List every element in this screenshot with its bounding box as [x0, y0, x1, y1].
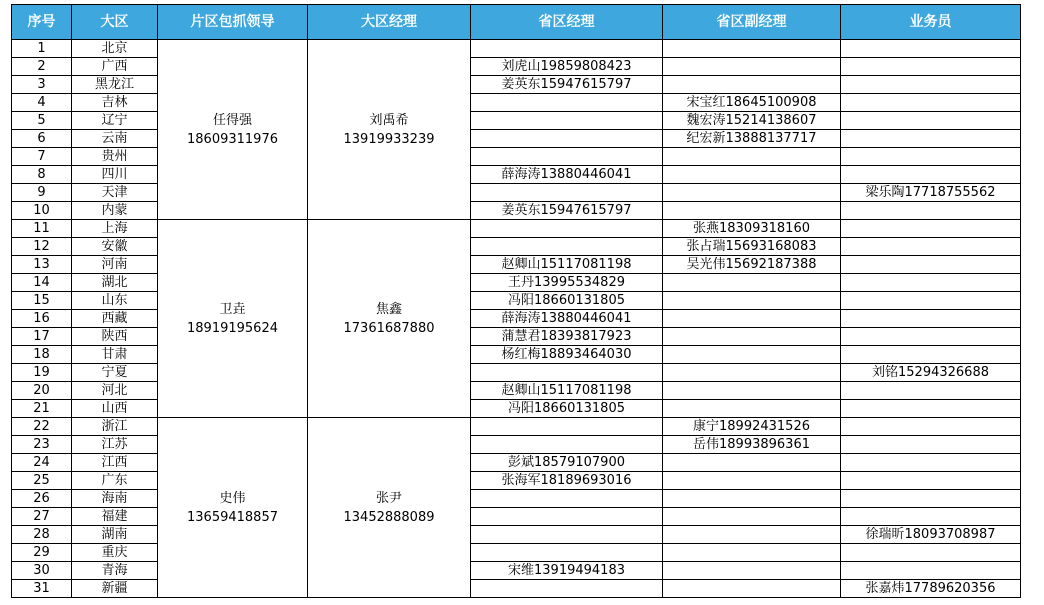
row-index-cell: 1	[12, 40, 72, 58]
header-index: 序号	[12, 5, 72, 40]
region-cell: 浙江	[72, 418, 158, 436]
area-leader-cell	[158, 40, 308, 220]
table-header	[12, 5, 1021, 40]
region-cell: 陕西	[72, 328, 158, 346]
province-deputy-cell: 纪宏新13888137717	[663, 130, 841, 148]
region-cell: 福建	[72, 508, 158, 526]
salesperson-cell	[841, 238, 1021, 256]
salesperson-cell	[841, 220, 1021, 238]
salesperson-cell	[841, 202, 1021, 220]
salesperson-cell	[841, 130, 1021, 148]
row-index-cell: 27	[12, 508, 72, 526]
salesperson-cell	[841, 508, 1021, 526]
salesperson-cell	[841, 112, 1021, 130]
province-manager-cell	[471, 364, 663, 382]
province-deputy-cell	[663, 472, 841, 490]
province-manager-cell: 冯阳18660131805	[471, 292, 663, 310]
province-deputy-cell	[663, 274, 841, 292]
province-manager-cell	[471, 436, 663, 454]
province-manager-cell	[471, 40, 663, 58]
region-manager-cell-phone: 13452888089	[343, 509, 435, 525]
province-manager-cell: 彭斌18579107900	[471, 454, 663, 472]
province-deputy-cell	[663, 400, 841, 418]
salesperson-cell	[841, 472, 1021, 490]
province-deputy-cell	[663, 40, 841, 58]
province-manager-cell	[471, 544, 663, 562]
header-row	[12, 5, 1021, 40]
row-index-cell: 15	[12, 292, 72, 310]
region-cell: 内蒙	[72, 202, 158, 220]
area-leader-cell	[158, 418, 308, 598]
area-leader-cell-phone: 18609311976	[187, 131, 278, 147]
row-index-cell: 23	[12, 436, 72, 454]
row-index-cell: 18	[12, 346, 72, 364]
region-cell: 江苏	[72, 436, 158, 454]
province-deputy-cell	[663, 490, 841, 508]
salesperson-cell	[841, 382, 1021, 400]
salesperson-cell	[841, 58, 1021, 76]
header-area-leader: 片区包抓领导	[158, 5, 308, 40]
row-index-cell: 9	[12, 184, 72, 202]
row-index-cell: 2	[12, 58, 72, 76]
region-cell: 河北	[72, 382, 158, 400]
province-manager-cell	[471, 526, 663, 544]
region-cell: 云南	[72, 130, 158, 148]
row-index-cell: 26	[12, 490, 72, 508]
region-cell: 山西	[72, 400, 158, 418]
province-deputy-cell	[663, 382, 841, 400]
region-cell: 重庆	[72, 544, 158, 562]
table-row	[12, 418, 1021, 436]
region-cell: 广东	[72, 472, 158, 490]
province-deputy-cell: 岳伟18993896361	[663, 436, 841, 454]
region-cell: 新疆	[72, 580, 158, 598]
province-deputy-cell	[663, 580, 841, 598]
province-deputy-cell	[663, 526, 841, 544]
region-cell: 贵州	[72, 148, 158, 166]
region-cell: 吉林	[72, 94, 158, 112]
province-manager-cell: 蒲慧君18393817923	[471, 328, 663, 346]
salesperson-cell	[841, 346, 1021, 364]
salesperson-cell	[841, 490, 1021, 508]
salesperson-cell	[841, 256, 1021, 274]
row-index-cell: 17	[12, 328, 72, 346]
region-cell: 山东	[72, 292, 158, 310]
province-manager-cell	[471, 220, 663, 238]
region-manager-cell-name: 刘禹希	[369, 112, 409, 128]
province-deputy-cell	[663, 292, 841, 310]
header-province-manager: 省区经理	[471, 5, 663, 40]
region-cell: 天津	[72, 184, 158, 202]
region-cell: 安徽	[72, 238, 158, 256]
region-manager-table	[11, 4, 1021, 598]
row-index-cell: 25	[12, 472, 72, 490]
salesperson-cell	[841, 292, 1021, 310]
table-body	[12, 40, 1021, 598]
province-deputy-cell	[663, 364, 841, 382]
salesperson-cell: 张嘉炜17789620356	[841, 580, 1021, 598]
province-manager-cell	[471, 94, 663, 112]
province-deputy-cell: 魏宏涛15214138607	[663, 112, 841, 130]
salesperson-cell	[841, 400, 1021, 418]
region-cell: 北京	[72, 40, 158, 58]
province-deputy-cell: 康宁18992431526	[663, 418, 841, 436]
area-leader-cell-name: 卫垚	[219, 301, 246, 317]
province-deputy-cell	[663, 58, 841, 76]
area-leader-cell-name: 史伟	[219, 490, 246, 506]
province-manager-cell	[471, 148, 663, 166]
header-region-manager: 大区经理	[308, 5, 471, 40]
province-deputy-cell	[663, 508, 841, 526]
province-manager-cell	[471, 580, 663, 598]
row-index-cell: 6	[12, 130, 72, 148]
salesperson-cell	[841, 76, 1021, 94]
province-manager-cell: 宋维13919494183	[471, 562, 663, 580]
region-cell: 湖南	[72, 526, 158, 544]
province-manager-cell: 姜英东15947615797	[471, 76, 663, 94]
province-deputy-cell	[663, 562, 841, 580]
row-index-cell: 13	[12, 256, 72, 274]
row-index-cell: 3	[12, 76, 72, 94]
province-manager-cell	[471, 418, 663, 436]
area-leader-cell-phone: 18919195624	[187, 320, 278, 336]
salesperson-cell	[841, 454, 1021, 472]
row-index-cell: 29	[12, 544, 72, 562]
region-cell: 四川	[72, 166, 158, 184]
province-deputy-cell	[663, 166, 841, 184]
salesperson-cell	[841, 562, 1021, 580]
province-manager-cell: 薛海涛13880446041	[471, 166, 663, 184]
row-index-cell: 8	[12, 166, 72, 184]
salesperson-cell	[841, 166, 1021, 184]
row-index-cell: 12	[12, 238, 72, 256]
province-deputy-cell: 宋宝红18645100908	[663, 94, 841, 112]
salesperson-cell	[841, 328, 1021, 346]
province-manager-cell	[471, 130, 663, 148]
salesperson-cell: 徐瑞昕18093708987	[841, 526, 1021, 544]
province-manager-cell: 冯阳18660131805	[471, 400, 663, 418]
region-cell: 海南	[72, 490, 158, 508]
header-province-deputy: 省区副经理	[663, 5, 841, 40]
region-manager-cell-phone: 13919933239	[343, 131, 435, 147]
region-manager-cell-name: 焦鑫	[375, 301, 402, 317]
salesperson-cell	[841, 274, 1021, 292]
province-deputy-cell: 张燕18309318160	[663, 220, 841, 238]
province-deputy-cell	[663, 202, 841, 220]
row-index-cell: 20	[12, 382, 72, 400]
salesperson-cell	[841, 40, 1021, 58]
salesperson-cell	[841, 94, 1021, 112]
salesperson-cell: 梁乐陶17718755562	[841, 184, 1021, 202]
row-index-cell: 14	[12, 274, 72, 292]
row-index-cell: 4	[12, 94, 72, 112]
area-leader-cell-phone: 13659418857	[187, 509, 278, 525]
header-salesperson: 业务员	[841, 5, 1021, 40]
salesperson-cell	[841, 436, 1021, 454]
region-manager-cell	[308, 418, 471, 598]
row-index-cell: 16	[12, 310, 72, 328]
salesperson-cell	[841, 544, 1021, 562]
region-cell: 青海	[72, 562, 158, 580]
row-index-cell: 31	[12, 580, 72, 598]
province-deputy-cell	[663, 310, 841, 328]
province-manager-cell	[471, 184, 663, 202]
region-cell: 上海	[72, 220, 158, 238]
province-deputy-cell: 张占瑞15693168083	[663, 238, 841, 256]
salesperson-cell	[841, 310, 1021, 328]
province-manager-cell: 张海军18189693016	[471, 472, 663, 490]
region-cell: 广西	[72, 58, 158, 76]
row-index-cell: 11	[12, 220, 72, 238]
province-deputy-cell	[663, 454, 841, 472]
salesperson-cell: 刘铭15294326688	[841, 364, 1021, 382]
region-cell: 黑龙江	[72, 76, 158, 94]
region-manager-cell-name: 张尹	[375, 490, 402, 506]
region-cell: 河南	[72, 256, 158, 274]
province-deputy-cell	[663, 544, 841, 562]
row-index-cell: 30	[12, 562, 72, 580]
row-index-cell: 28	[12, 526, 72, 544]
province-manager-cell: 赵卿山15117081198	[471, 382, 663, 400]
province-manager-cell	[471, 238, 663, 256]
row-index-cell: 5	[12, 112, 72, 130]
row-index-cell: 24	[12, 454, 72, 472]
province-deputy-cell	[663, 148, 841, 166]
table-row	[12, 220, 1021, 238]
region-manager-cell	[308, 40, 471, 220]
salesperson-cell	[841, 148, 1021, 166]
row-index-cell: 7	[12, 148, 72, 166]
province-deputy-cell	[663, 328, 841, 346]
region-manager-cell-phone: 17361687880	[343, 320, 435, 336]
province-deputy-cell	[663, 76, 841, 94]
province-deputy-cell	[663, 346, 841, 364]
region-cell: 甘肃	[72, 346, 158, 364]
province-deputy-cell: 吴光伟15692187388	[663, 256, 841, 274]
province-manager-cell: 杨红梅18893464030	[471, 346, 663, 364]
province-manager-cell: 王丹13995534829	[471, 274, 663, 292]
row-index-cell: 22	[12, 418, 72, 436]
area-leader-cell-name: 任得强	[212, 112, 252, 128]
province-manager-cell	[471, 490, 663, 508]
province-manager-cell	[471, 112, 663, 130]
region-cell: 湖北	[72, 274, 158, 292]
province-manager-cell: 刘虎山19859808423	[471, 58, 663, 76]
row-index-cell: 19	[12, 364, 72, 382]
row-index-cell: 21	[12, 400, 72, 418]
region-manager-cell	[308, 220, 471, 418]
province-manager-cell: 薛海涛13880446041	[471, 310, 663, 328]
region-cell: 宁夏	[72, 364, 158, 382]
province-deputy-cell	[663, 184, 841, 202]
region-cell: 辽宁	[72, 112, 158, 130]
region-cell: 江西	[72, 454, 158, 472]
table-row	[12, 40, 1021, 58]
province-manager-cell: 姜英东15947615797	[471, 202, 663, 220]
province-manager-cell	[471, 508, 663, 526]
area-leader-cell	[158, 220, 308, 418]
row-index-cell: 10	[12, 202, 72, 220]
region-cell: 西藏	[72, 310, 158, 328]
salesperson-cell	[841, 418, 1021, 436]
header-region: 大区	[72, 5, 158, 40]
province-manager-cell: 赵卿山15117081198	[471, 256, 663, 274]
